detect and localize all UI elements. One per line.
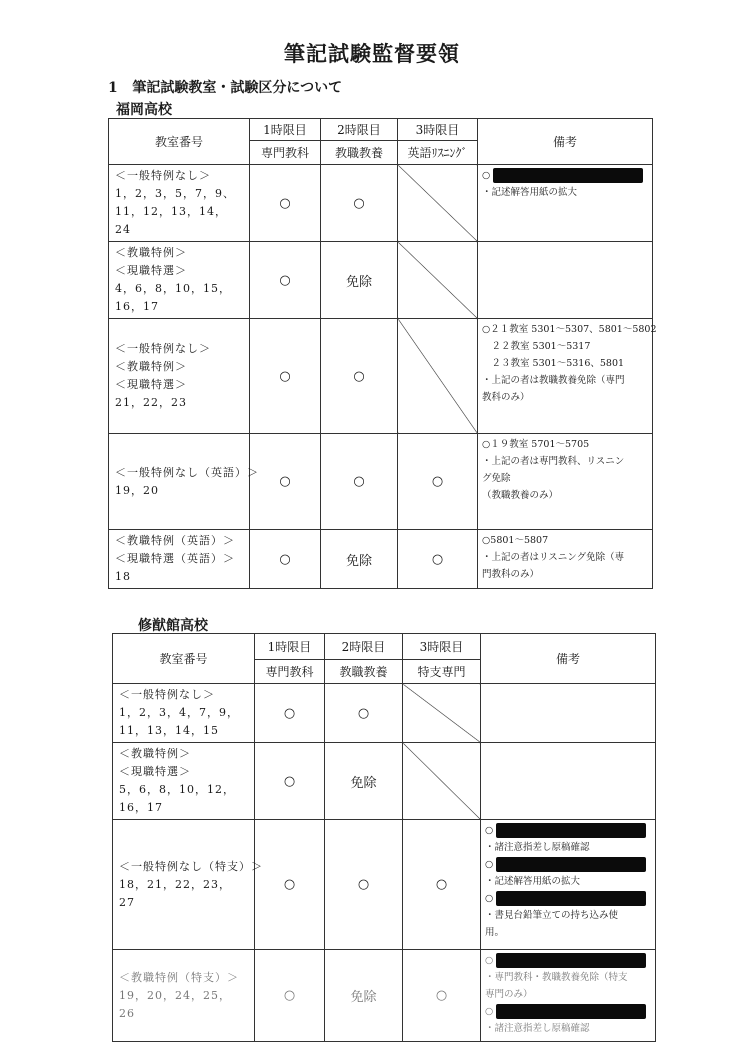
- period-header: 1時限目: [250, 119, 321, 141]
- note-text: ・上記の者はリスニング免除（専: [482, 552, 625, 563]
- period-cell: [403, 950, 481, 1042]
- period-cell: [325, 820, 403, 950]
- status-mark: ○: [283, 705, 296, 721]
- table-row: [109, 434, 653, 530]
- room-cell: [109, 434, 259, 530]
- not-applicable-cell: [398, 242, 478, 319]
- note-text: ・記述解答用紙の拡大: [485, 876, 581, 887]
- status-mark: ○: [279, 195, 291, 211]
- room-line: ＜一般特例なし（特支）＞: [119, 859, 263, 873]
- status-mark: ○: [283, 877, 296, 892]
- note-text: ○: [485, 893, 494, 904]
- room-line: ＜一般特例なし（英語）＞: [115, 465, 259, 479]
- note-line: [485, 839, 651, 856]
- note-text: ○: [485, 825, 494, 836]
- status-mark: ○: [353, 474, 365, 489]
- note-text: 専門のみ）: [485, 989, 533, 1000]
- remarks-cell: [481, 743, 656, 820]
- period-cell: [255, 820, 325, 950]
- not-applicable-cell: [403, 743, 481, 820]
- note-text: ・専門教科・教職教養免除（特支: [485, 972, 628, 983]
- room-cell: [113, 743, 255, 820]
- note-text: ・諸注意指差し原稿確認: [485, 842, 590, 853]
- redaction-block: [496, 953, 646, 968]
- room-cell: [109, 165, 250, 242]
- note-line: [482, 470, 648, 487]
- table-row: [113, 950, 656, 1042]
- header-row: [109, 119, 653, 141]
- room-line: 26: [119, 1006, 135, 1020]
- note-text: ○: [485, 955, 494, 966]
- note-text: ・上記の者は専門教科、リスニン: [482, 456, 625, 467]
- status-mark: ○: [431, 551, 444, 567]
- note-line: [482, 487, 648, 504]
- remarks-header: 備考: [478, 119, 653, 165]
- period-header: 2時限目: [325, 634, 403, 660]
- subject-header: 専門教科: [255, 660, 325, 684]
- subject-header: 専門教科: [250, 141, 321, 165]
- room-line: ＜現職特選＞: [119, 765, 191, 778]
- note-line: [485, 873, 651, 890]
- room-number-header: 教室番号: [113, 634, 255, 684]
- period-cell: [321, 434, 398, 530]
- remarks-cell: [478, 242, 653, 319]
- not-applicable-cell: [398, 165, 478, 242]
- redaction-block: [496, 857, 646, 872]
- room-line: ＜現職特選＞: [115, 378, 187, 391]
- note-text: ○２１教室 5301～5307、5801～5802: [482, 324, 657, 335]
- status-mark: ○: [279, 272, 291, 288]
- note-line: [485, 952, 651, 969]
- table-row: [109, 530, 653, 589]
- status-mark: ○: [353, 368, 365, 384]
- note-text: ２３教室 5301～5316、5801: [482, 358, 625, 369]
- period-cell: [255, 950, 325, 1042]
- period-cell: [250, 319, 321, 434]
- room-line: ＜教職特例＞: [115, 246, 187, 259]
- room-line: ＜教職特例＞: [115, 360, 187, 373]
- period-cell: [325, 684, 403, 743]
- note-text: ・上記の者は教職教養免除（専門: [482, 375, 625, 386]
- status-mark: ○: [431, 474, 444, 489]
- status-mark: 免除: [345, 553, 372, 569]
- note-text: ○: [485, 859, 494, 870]
- room-line: 21，22，23: [115, 396, 187, 409]
- remarks-header: 備考: [481, 634, 656, 684]
- room-line: 11，12，13，14，: [115, 205, 227, 218]
- subject-header: 英語ﾘｽﾆﾝｸﾞ: [398, 141, 478, 165]
- status-mark: ○: [283, 988, 296, 1003]
- note-line: [485, 907, 651, 924]
- status-mark: 免除: [350, 775, 377, 791]
- period-header: 2時限目: [321, 119, 398, 141]
- status-mark: ○: [283, 773, 296, 789]
- room-line: ＜教職特例（英語）＞: [115, 534, 235, 547]
- room-line: ＜教職特例（特支）＞: [119, 970, 239, 984]
- room-line: ＜一般特例なし＞: [115, 342, 211, 355]
- room-line: 4，6，8，10，15，: [115, 282, 231, 295]
- room-line: ＜一般特例なし＞: [119, 688, 215, 701]
- note-line: [485, 986, 651, 1003]
- room-line: 18: [115, 570, 131, 583]
- remarks-cell: [478, 165, 653, 242]
- not-applicable-cell: [398, 319, 478, 434]
- subject-header: 教職教養: [325, 660, 403, 684]
- note-line: [482, 389, 648, 406]
- note-line: [485, 969, 651, 986]
- note-text: ○１９教室 5701～5705: [482, 439, 590, 450]
- status-mark: ○: [353, 195, 365, 211]
- status-mark: ○: [357, 705, 370, 721]
- status-mark: 免除: [350, 990, 377, 1005]
- note-line: [485, 1003, 651, 1020]
- note-line: [485, 890, 651, 907]
- room-cell: [113, 820, 263, 950]
- note-line: [482, 532, 648, 549]
- status-mark: ○: [279, 368, 291, 384]
- room-cell: [113, 684, 255, 743]
- room-line: 19，20: [115, 483, 159, 497]
- room-line: 18，21，22，23，: [119, 877, 231, 891]
- section-title: 筆記試験教室・試験区分について: [132, 80, 343, 96]
- room-cell: [113, 950, 255, 1042]
- room-line: ＜現職特選＞: [115, 264, 187, 277]
- remarks-cell: [481, 684, 656, 743]
- period-cell: [398, 434, 478, 530]
- period-cell: [321, 165, 398, 242]
- redaction-block: [493, 168, 643, 183]
- room-line: 16，17: [119, 801, 163, 814]
- table-row: [113, 743, 656, 820]
- remarks-cell: [481, 820, 656, 950]
- exam-room-table: [108, 118, 657, 589]
- note-text: ・記述解答用紙の拡大: [482, 187, 578, 198]
- period-cell: [325, 743, 403, 820]
- status-mark: 免除: [345, 274, 372, 290]
- period-cell: [250, 434, 321, 530]
- room-line: 1，2，3，4，7，9，: [119, 706, 239, 719]
- note-text: （教職教養のみ）: [482, 490, 559, 501]
- status-mark: ○: [435, 988, 448, 1003]
- note-line: [485, 856, 651, 873]
- room-number-header: 教室番号: [109, 119, 250, 165]
- period-cell: [403, 820, 481, 950]
- note-line: [482, 436, 648, 453]
- exam-room-table: [112, 633, 656, 1042]
- note-text: ○: [485, 1006, 494, 1017]
- note-text: 用。: [485, 927, 505, 938]
- table-row: [109, 165, 653, 242]
- status-mark: ○: [279, 551, 291, 567]
- note-line: [485, 1020, 651, 1037]
- period-header: 1時限目: [255, 634, 325, 660]
- page-title: 筆記試験監督要領: [284, 41, 460, 66]
- note-line: [482, 167, 648, 184]
- table-row: [113, 820, 656, 950]
- room-line: ＜現職特選（英語）＞: [115, 552, 235, 565]
- period-cell: [250, 242, 321, 319]
- period-cell: [325, 950, 403, 1042]
- redaction-block: [496, 823, 646, 838]
- status-mark: ○: [279, 474, 291, 489]
- period-header: 3時限目: [403, 634, 481, 660]
- note-line: [482, 338, 648, 355]
- table-row: [113, 684, 656, 743]
- status-mark: ○: [435, 877, 448, 892]
- school-name: 福岡高校: [116, 102, 172, 118]
- remarks-cell: [478, 530, 653, 589]
- table-row: [109, 242, 653, 319]
- header-row: [113, 634, 656, 660]
- remarks-cell: [481, 950, 656, 1042]
- status-mark: ○: [357, 877, 370, 892]
- room-line: 19，20，24，25，: [119, 988, 231, 1002]
- note-line: [482, 566, 648, 583]
- room-cell: [109, 319, 250, 434]
- note-line: [482, 321, 657, 338]
- remarks-cell: [478, 319, 657, 434]
- section-heading: [108, 77, 342, 97]
- room-line: 1，2，3，5，7，9、: [115, 187, 235, 200]
- not-applicable-cell: [403, 684, 481, 743]
- period-cell: [321, 242, 398, 319]
- room-line: 27: [119, 895, 135, 909]
- period-cell: [321, 319, 398, 434]
- room-line: 11，13，14，15: [119, 724, 219, 737]
- redaction-block: [496, 1004, 646, 1019]
- remarks-cell: [478, 434, 653, 530]
- period-cell: [255, 684, 325, 743]
- note-text: 教科のみ）: [482, 392, 530, 403]
- note-text: ・書見台鉛筆立ての持ち込み使: [485, 910, 619, 921]
- period-cell: [250, 530, 321, 589]
- note-text: ○: [482, 170, 491, 181]
- redaction-block: [496, 891, 646, 906]
- period-cell: [250, 165, 321, 242]
- section-number: 1: [108, 80, 118, 96]
- room-line: 16，17: [115, 300, 159, 313]
- room-line: ＜教職特例＞: [119, 747, 191, 760]
- subject-header: 教職教養: [321, 141, 398, 165]
- period-cell: [321, 530, 398, 589]
- note-text: グ免除: [482, 473, 511, 484]
- room-line: ＜一般特例なし＞: [115, 169, 211, 182]
- room-cell: [109, 242, 250, 319]
- period-cell: [255, 743, 325, 820]
- note-text: ・諸注意指差し原稿確認: [485, 1023, 590, 1034]
- note-line: [485, 924, 651, 941]
- note-text: 門教科のみ）: [482, 569, 540, 580]
- note-line: [485, 822, 651, 839]
- period-header: 3時限目: [398, 119, 478, 141]
- room-line: 5，6，8，10，12，: [119, 783, 235, 796]
- note-line: [482, 355, 648, 372]
- table-row: [109, 319, 653, 434]
- room-line: 24: [115, 223, 131, 236]
- note-line: [482, 372, 648, 389]
- note-line: [482, 549, 648, 566]
- note-text: ２２教室 5301～5317: [482, 341, 591, 352]
- subject-header: 特支専門: [403, 660, 481, 684]
- school-name: 修猷館高校: [138, 618, 208, 634]
- room-cell: [109, 530, 250, 589]
- note-line: [482, 184, 648, 201]
- period-cell: [398, 530, 478, 589]
- note-text: ○5801～5807: [482, 535, 549, 546]
- note-line: [482, 453, 648, 470]
